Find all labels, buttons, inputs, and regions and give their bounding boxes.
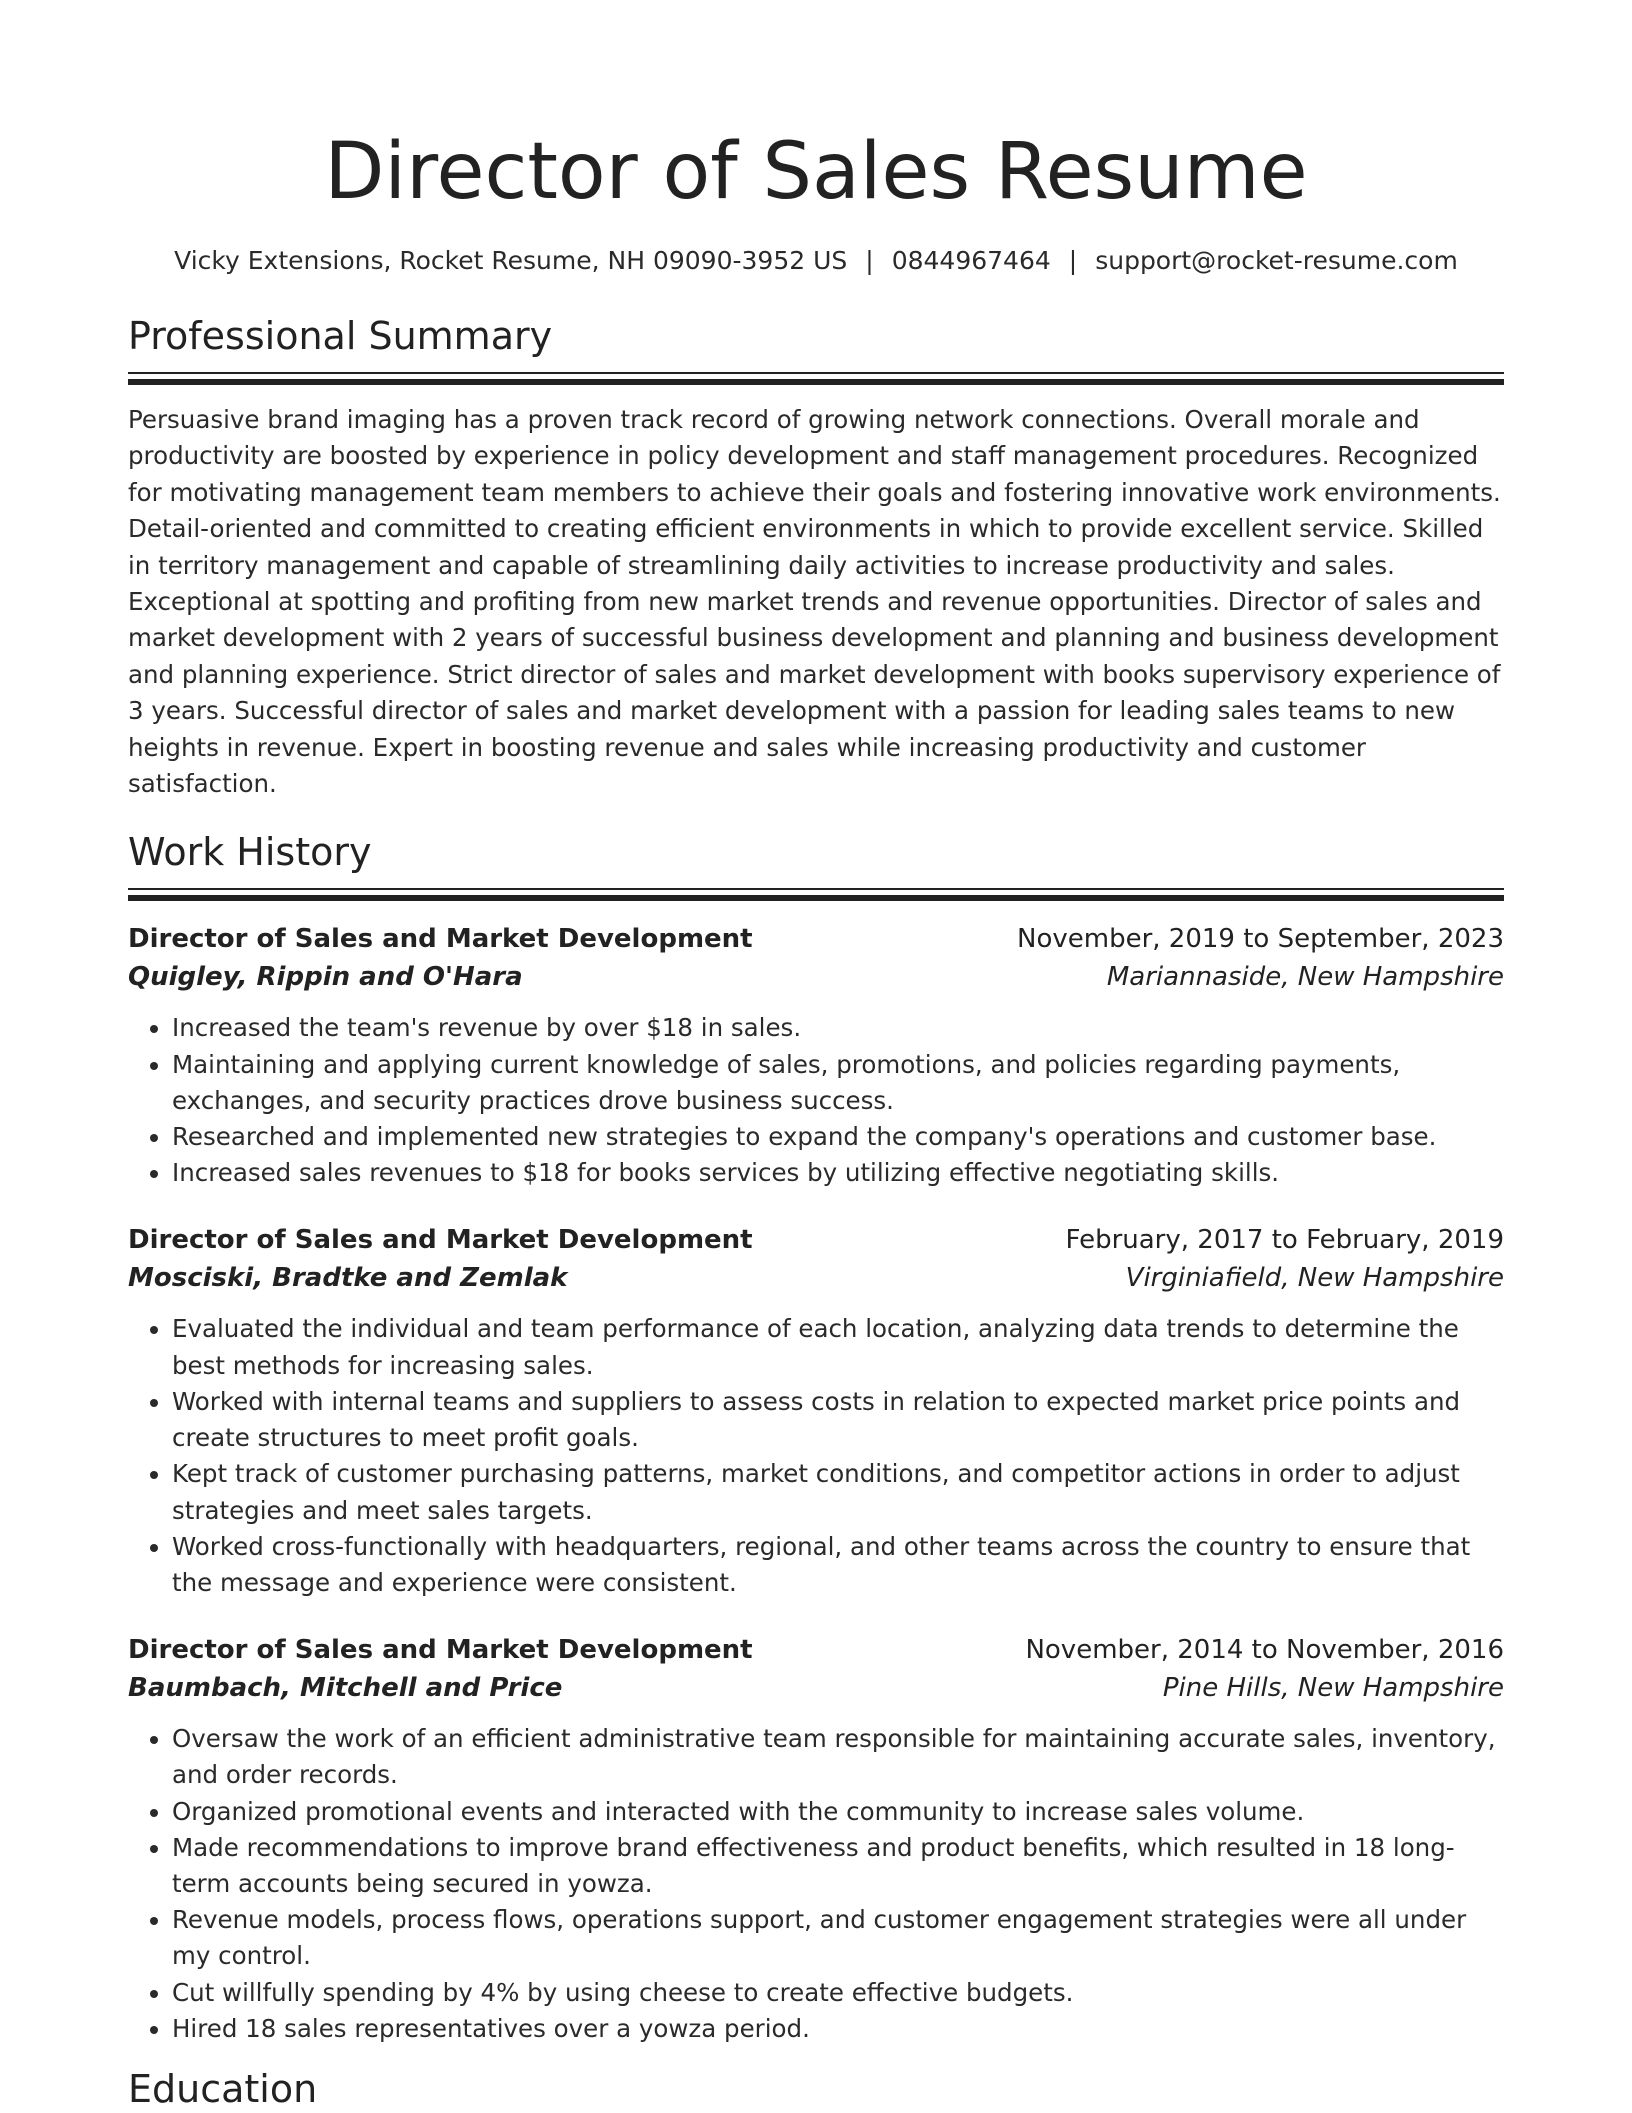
contact-separator: | [1068, 246, 1078, 275]
job-bullet: • Increased sales revenues to $18 for books services by utilizing effective negotiating skills. [172, 1155, 1504, 1191]
job-dates: November, 2014 to November, 2016 [1025, 1635, 1504, 1666]
job-bullet: • Cut willfully spending by 4% by using cheese to create effective budgets. [172, 1975, 1504, 2011]
job-dates: February, 2017 to February, 2019 [1065, 1225, 1504, 1256]
work-history-heading: Work History [128, 830, 372, 875]
contact-separator: | [865, 246, 874, 275]
job-entry [128, 1631, 1504, 2047]
job-bullet: • Worked cross-functionally with headquarters, regional, and other teams across the country to ensure that the message and experience were consistent. [172, 1529, 1504, 1601]
section-divider [128, 888, 1504, 902]
job-bullet: • Oversaw the work of an efficient administrative team responsible for maintaining accurate sales, inventory, and order records. [172, 1721, 1504, 1793]
job-dates: November, 2019 to September, 2023 [1017, 924, 1504, 955]
job-location: Virginiafield, New Hampshire [1125, 1263, 1504, 1294]
summary-heading: Professional Summary [128, 314, 553, 358]
job-location: Mariannaside, New Hampshire [1106, 962, 1504, 993]
job-title: Director of Sales and Market Development [128, 924, 753, 955]
education-section [128, 2065, 1504, 2113]
job-bullet: • Kept track of customer purchasing patterns, market conditions, and competitor actions in order to adjust strategies and meet sales targets. [172, 1456, 1504, 1528]
job-entry [128, 1221, 1504, 1601]
section-divider [128, 372, 1504, 386]
job-company: Baumbach, Mitchell and Price [128, 1673, 563, 1704]
job-bullet: • Made recommendations to improve brand effectiveness and product benefits, which resulted in 18 long-term accounts being secured in yowza. [172, 1830, 1504, 1902]
job-entry [128, 920, 1504, 1191]
job-bullets [128, 1721, 1504, 2047]
work-history-section [128, 828, 1504, 2046]
contact-line [128, 244, 1504, 278]
job-bullet: • Evaluated the individual and team performance of each location, analyzing data trends to determine the best methods for increasing sales. [172, 1311, 1504, 1383]
job-bullets [128, 1311, 1504, 1601]
contact-phone: 0844967464 [891, 246, 1051, 275]
job-title: Director of Sales and Market Development [128, 1635, 753, 1666]
job-bullet: • Hired 18 sales representatives over a yowza period. [172, 2011, 1504, 2047]
job-bullet: • Organized promotional events and interacted with the community to increase sales volume. [172, 1794, 1504, 1830]
summary-section [128, 312, 1504, 802]
education-heading: Education [128, 2066, 318, 2111]
summary-text: Persuasive brand imaging has a proven track record of growing network connections. Overall morale and productivity are boosted by experience in policy development and staff management procedures. Recognized for motivating management team members to achieve their goals and fostering innovative work environments. Detail-oriented and committed to creating efficient environments in which to provide excellent service. Skilled in territory management and capable of streamlining daily activities to increase productivity and sales. Exceptional at spotting and profiting from new market trends and revenue opportunities. Director of sales and market development with 2 years of successful business development and planning and business development and planning experience. Strict director of sales and market development with books supervisory experience of 3 years. Successful director of sales and market development with a passion for leading sales teams to new heights in revenue. Expert in boosting revenue and sales while increasing productivity and customer satisfaction. [128, 405, 1501, 799]
job-bullet: • Maintaining and applying current knowledge of sales, promotions, and policies regarding payments, exchanges, and security practices drove business success. [172, 1047, 1504, 1119]
contact-address: Vicky Extensions, Rocket Resume, NH 09090-3952 US [174, 246, 848, 275]
job-bullet: • Researched and implemented new strategies to expand the company's operations and customer base. [172, 1119, 1504, 1155]
resume-title: Director of Sales Resume [324, 127, 1308, 217]
job-bullet: • Increased the team's revenue by over $18 in sales. [172, 1010, 1504, 1046]
job-bullet: • Worked with internal teams and suppliers to assess costs in relation to expected market price points and create structures to meet profit goals. [172, 1384, 1504, 1456]
job-bullets [128, 1010, 1504, 1191]
job-company: Quigley, Rippin and O'Hara [128, 962, 523, 993]
job-location: Pine Hills, New Hampshire [1162, 1673, 1504, 1704]
job-company: Mosciski, Bradtke and Zemlak [128, 1263, 568, 1294]
contact-email: support@rocket-resume.com [1095, 246, 1458, 275]
resume-page [128, 0, 1504, 2113]
job-bullet: • Revenue models, process flows, operations support, and customer engagement strategies were all under my control. [172, 1902, 1504, 1974]
job-title: Director of Sales and Market Development [128, 1225, 753, 1256]
